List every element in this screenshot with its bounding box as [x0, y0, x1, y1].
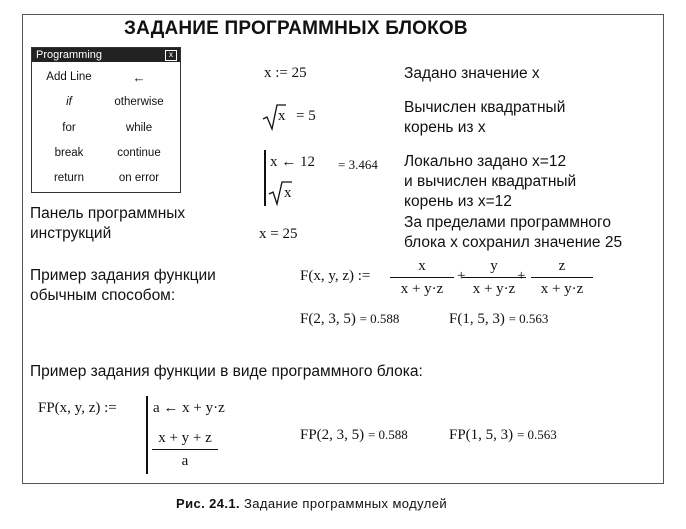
toolbar-caption: Панель программных инструкций [30, 205, 186, 242]
f-eval-1: F(2, 3, 5) = 0.588 [300, 311, 400, 327]
fraction-term-1: x x + y·z [390, 256, 454, 299]
fraction-term-3: z x + y·z [531, 256, 593, 299]
program-block-bar [146, 396, 148, 474]
x-value-after: x = 25 [259, 226, 298, 242]
block-local-assign: x ← 12 [270, 154, 315, 170]
note-function-usual: Пример задания функции обычным способом: [30, 267, 216, 304]
function-f-definition: F(x, y, z) := [300, 268, 371, 284]
add-line-button[interactable]: Add Line [46, 71, 92, 83]
note-sqrt: Вычислен квадратный корень из x [404, 99, 566, 136]
page-title: ЗАДАНИЕ ПРОГРАММНЫХ БЛОКОВ [124, 18, 468, 39]
plus-sign: + [457, 268, 466, 284]
figure-caption: Рис. 24.1. Задание программных модулей [176, 496, 447, 511]
close-icon[interactable]: x [165, 50, 177, 61]
on-error-button[interactable]: on error [118, 172, 160, 184]
fp-eval-2: FP(1, 5, 3) = 0.563 [449, 427, 557, 443]
note-local: Локально задано x=12 и вычислен квадратный корень из x=12 [404, 153, 577, 210]
block-sqrt-argument: x [284, 185, 292, 201]
f-eval-2: F(1, 5, 3) = 0.563 [449, 311, 549, 327]
while-button[interactable]: while [125, 122, 153, 134]
sqrt-argument: x [278, 108, 286, 124]
return-button[interactable]: return [53, 172, 85, 184]
note-x-kept: За пределами программного блока x сохранил значение 25 [404, 214, 623, 251]
for-button[interactable]: for [62, 122, 76, 134]
toolbar-titlebar [32, 48, 180, 62]
x-assignment: x := 25 [264, 65, 307, 81]
program-block-bar [264, 150, 266, 206]
fraction-term-2: y x + y·z [462, 256, 526, 299]
continue-button[interactable]: continue [117, 147, 161, 159]
plus-sign: + [517, 268, 526, 284]
fp-fraction: x + y + z a [152, 428, 218, 471]
programming-toolbar [31, 47, 181, 193]
fp-eval-1: FP(2, 3, 5) = 0.588 [300, 427, 408, 443]
if-button[interactable]: if [66, 96, 72, 108]
function-fp-definition: FP(x, y, z) := [38, 400, 117, 416]
break-button[interactable]: break [54, 147, 84, 159]
block-result: = 3.464 [338, 157, 378, 172]
note-x-assigned: Задано значение x [404, 65, 540, 82]
otherwise-button[interactable]: otherwise [114, 96, 164, 108]
note-function-block: Пример задания функции в виде программного блока: [30, 363, 423, 380]
local-assign-button[interactable]: ← [132, 70, 146, 85]
toolbar-title: Programming [36, 49, 103, 61]
fp-local-assign: a ← x + y·z [153, 400, 225, 416]
sqrt-result: = 5 [296, 108, 316, 124]
